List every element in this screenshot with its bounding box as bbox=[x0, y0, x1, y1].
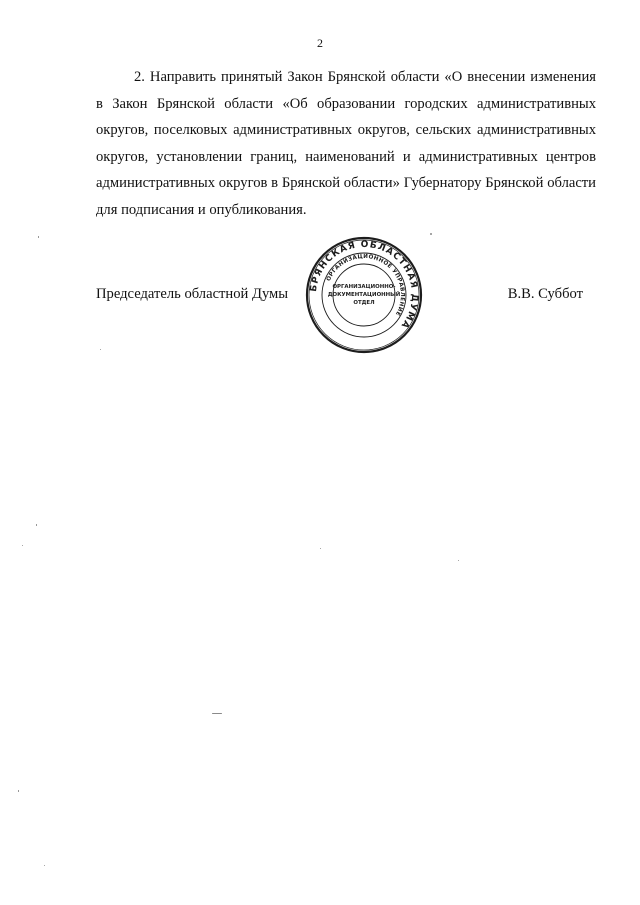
seal-graphic bbox=[304, 235, 424, 355]
scan-speck bbox=[18, 790, 19, 792]
signatory-name: В.В. Суббот bbox=[507, 286, 583, 302]
scan-speck bbox=[212, 713, 222, 714]
official-seal-stamp bbox=[304, 235, 424, 355]
scan-speck bbox=[320, 548, 321, 549]
body-paragraph: 2. Направить принятый Закон Брянской области «О внесении изменения в Закон Брянской области «Об образовании городских административных округов, поселковых административных округов, сельских административных округов, установлении границ, наименований и административных центров административных округов в Брянской области» Губернатору Брянской области для подписания и опубликования. bbox=[96, 69, 596, 218]
scan-speck bbox=[100, 349, 101, 350]
seal-center-line-1: ОРГАНИЗАЦИОННО- bbox=[332, 284, 396, 290]
signatory-title: Председатель областной Думы bbox=[96, 286, 289, 302]
scan-speck bbox=[458, 560, 459, 561]
seal-center-line-3: ОТДЕЛ bbox=[353, 300, 375, 306]
scan-speck bbox=[36, 524, 37, 526]
seal-inner-text: ОРГАНИЗАЦИОННОЕ УПРАВЛЕНИЕ bbox=[325, 253, 406, 317]
scan-speck bbox=[22, 545, 23, 546]
page-number: 2 bbox=[317, 36, 323, 50]
scan-speck bbox=[44, 865, 45, 866]
seal-outer-text: БРЯНСКАЯ ОБЛАСТНАЯ ДУМА bbox=[309, 239, 420, 331]
scan-speck bbox=[430, 233, 432, 235]
seal-center-line-2: ДОКУМЕНТАЦИОННЫЙ bbox=[327, 292, 401, 298]
scan-speck bbox=[38, 236, 39, 238]
